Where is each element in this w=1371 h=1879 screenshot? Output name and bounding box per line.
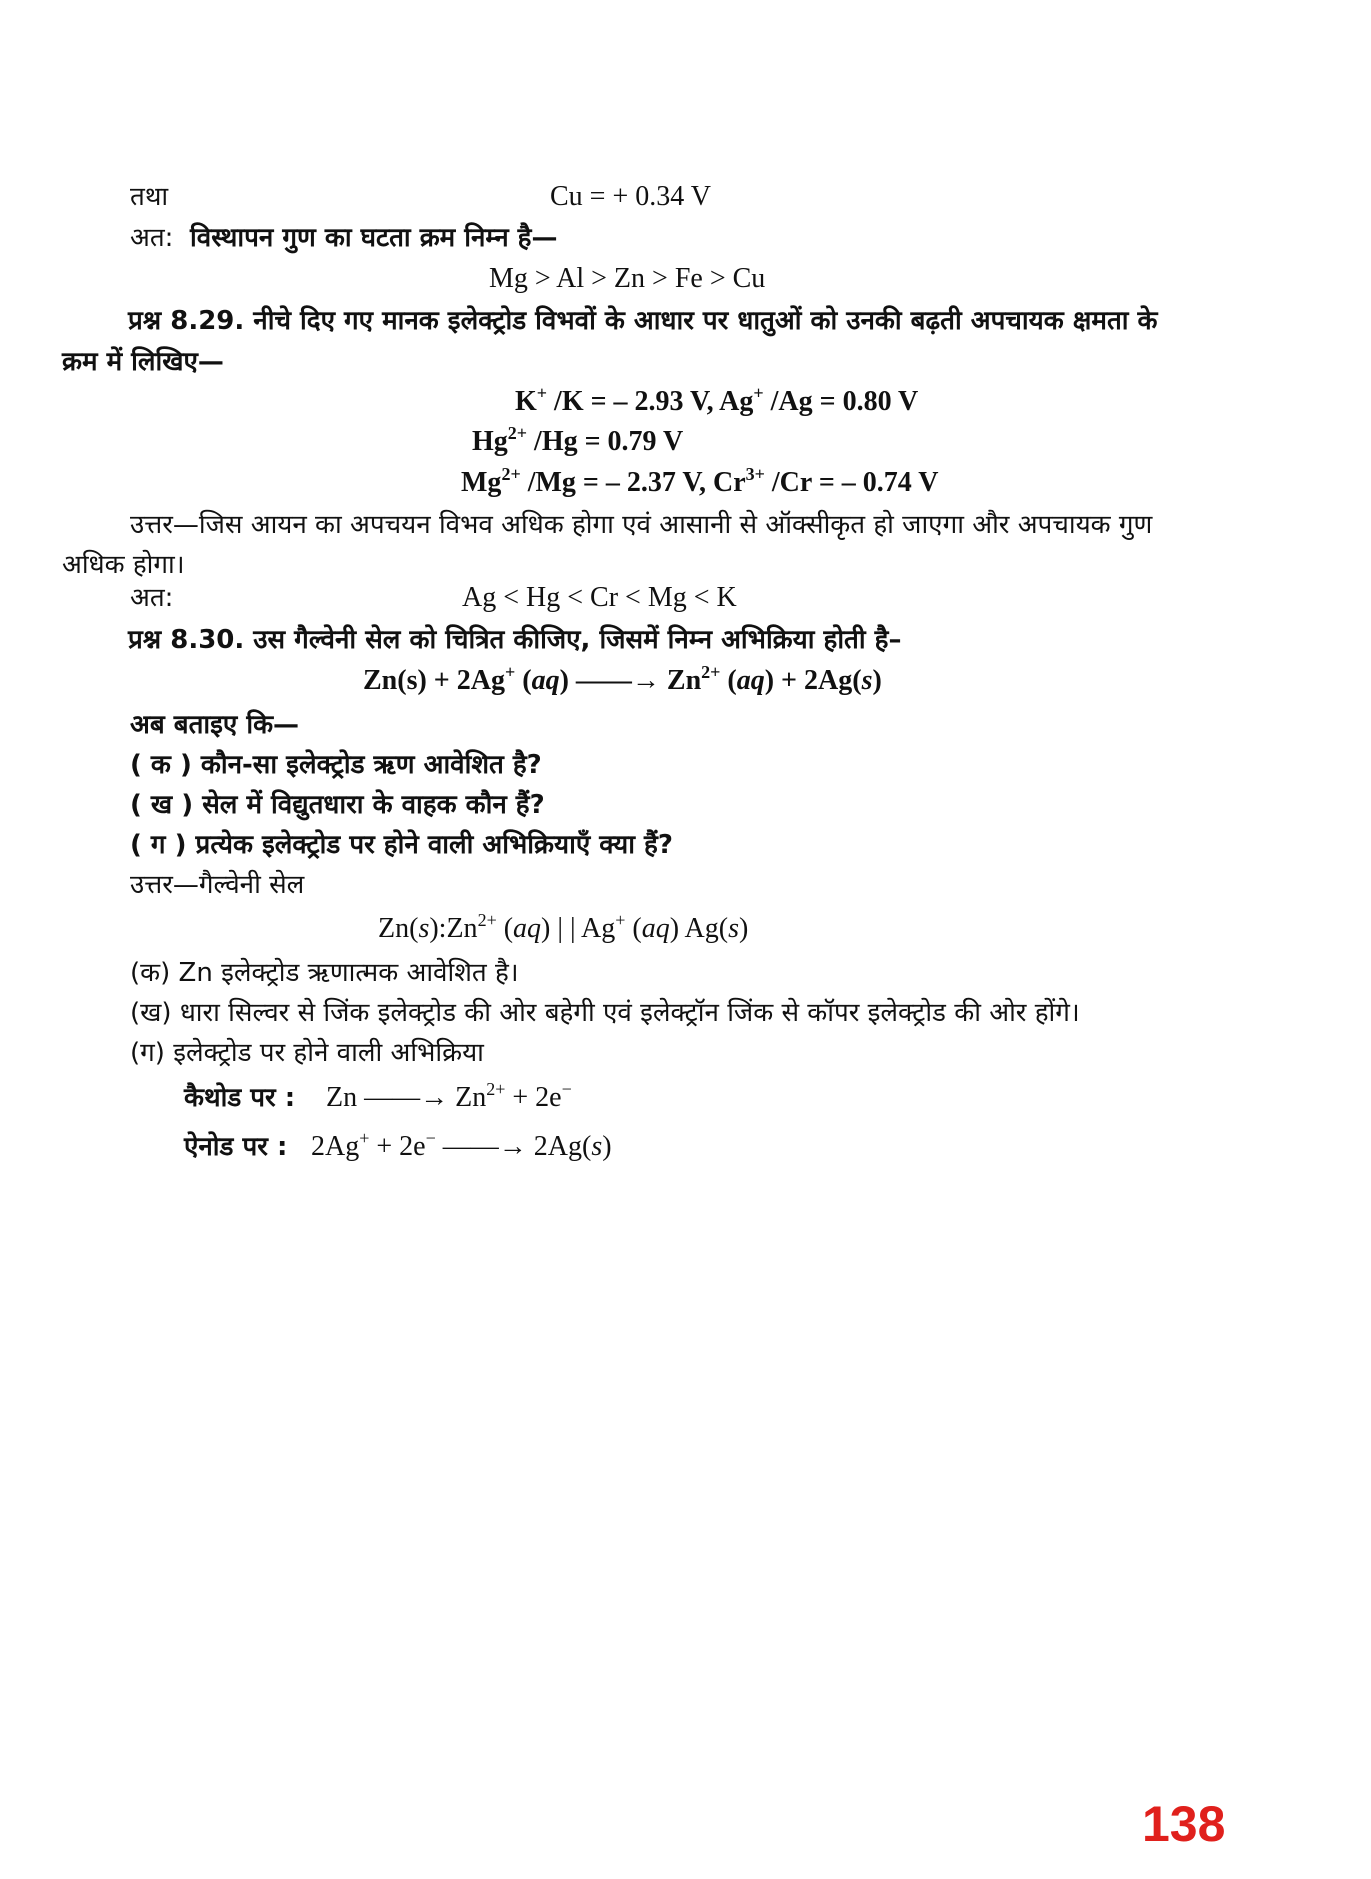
anode-label: ऐनोड पर : <box>184 1132 288 1162</box>
equation-k-ag: K+ /K = – 2.93 V, Ag+ /Ag = 0.80 V <box>515 383 919 417</box>
equation-hg: $Hg^{2+}$ /Hg = 0.79 V <box>472 423 684 457</box>
answer-8-29: उत्तर—जिस आयन का अपचयन विभव अधिक होगा एवं आसानी से ऑक्सीकृत हो जाएगा और अपचायक गुण <box>130 510 1153 540</box>
answer-8-30-part-b: (ख) धारा सिल्वर से जिंक इलेक्ट्रोड की ओर बहेगी एवं इलेक्ट्रॉन जिंक से कॉपर इलेक्ट्रोड की ओर होंगे। <box>130 998 1080 1028</box>
question-8-30-reaction: Zn(s) + 2Ag+ (aq) ——→ $Zn^{2+}$ (aq) + 2Ag(s) <box>363 662 882 696</box>
anode-reaction: 2Ag+ + 2e− ——→ 2Ag(s) <box>311 1128 612 1162</box>
reducing-order-equation: Ag < Hg < Cr < Mg < K <box>462 582 737 613</box>
equation-mg-cr: $Mg^{2+}$ /Mg = – 2.37 V, $Cr^{3+}$ /Cr = – 0.74 V <box>461 464 939 498</box>
question-8-30-part-a: ( क ) कौन-सा इलेक्ट्रोड ऋण आवेशित है? <box>130 750 542 780</box>
question-8-30-part-b: ( ख ) सेल में विद्युतधारा के वाहक कौन हैं? <box>130 790 545 820</box>
question-8-29: प्रश्न 8.29. नीचे दिए गए मानक इलेक्ट्रोड विभवों के आधार पर धातुओं को उनकी बढ़ती अपचायक क्षमता के <box>128 306 1158 336</box>
answer-8-30-part-a: (क) Zn इलेक्ट्रोड ऋणात्मक आवेशित है। <box>130 958 519 988</box>
cathode-reaction: Zn ——→ $Zn^{2+} + 2e^-$ <box>326 1079 572 1113</box>
cathode-label: कैथोड पर : <box>184 1083 296 1113</box>
question-8-30-ask: अब बताइए कि— <box>130 710 300 740</box>
question-8-29-continued: क्रम में लिखिए— <box>62 347 224 377</box>
galvanic-cell-notation: $Zn(s):Zn^{2+}$ (aq) | | Ag+ (aq) Ag(s) <box>378 910 749 944</box>
question-8-30-part-c: ( ग ) प्रत्येक इलेक्ट्रोड पर होने वाली अभिक्रियाएँ क्या हैं? <box>130 830 673 860</box>
atah-label: अत: <box>130 223 174 253</box>
answer-8-30: उत्तर—गैल्वेनी सेल <box>130 870 305 900</box>
displacement-order-heading: विस्थापन गुण का घटता क्रम निम्न है— <box>190 223 558 253</box>
answer-8-30-part-c: (ग) इलेक्ट्रोड पर होने वाली अभिक्रिया <box>130 1038 484 1068</box>
tatha-label: तथा <box>130 182 169 212</box>
displacement-order-equation: Mg > Al > Zn > Fe > Cu <box>489 263 766 294</box>
answer-8-29-atah: अत: <box>130 583 174 613</box>
page-number: 138 <box>1142 1796 1226 1852</box>
question-8-30: प्रश्न 8.30. उस गैल्वेनी सेल को चित्रित कीजिए, जिसमें निम्न अभिक्रिया होती है– <box>128 625 902 655</box>
answer-8-29-continued: अधिक होगा। <box>62 550 185 580</box>
cu-potential: Cu = + 0.34 V <box>550 181 711 212</box>
